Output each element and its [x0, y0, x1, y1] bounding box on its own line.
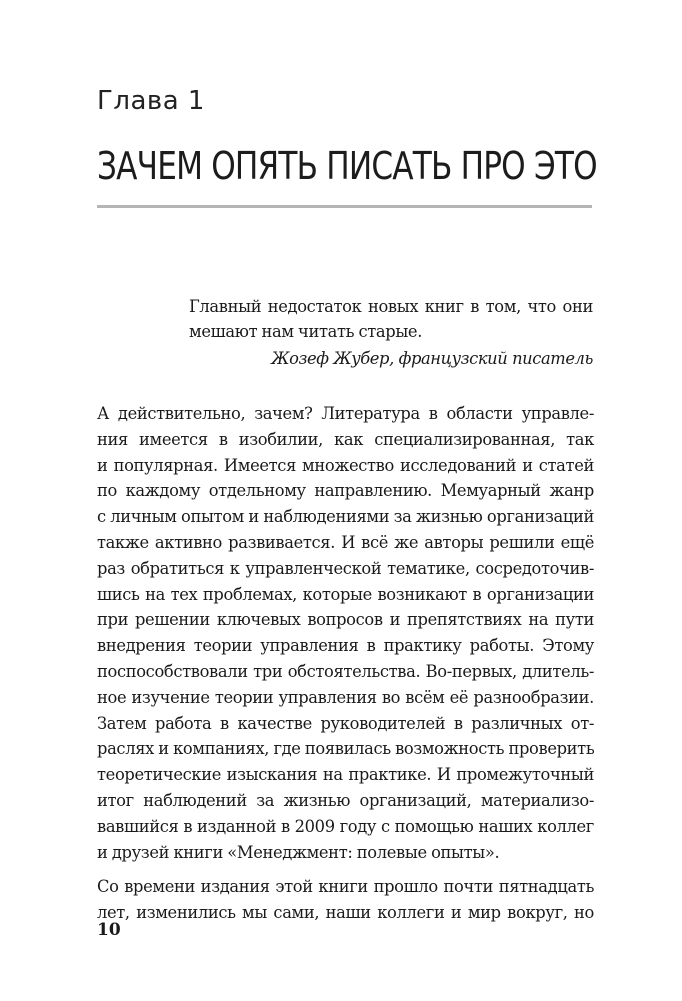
text-line: по каждому отдельному направлению. Мемуарный жанр [97, 481, 594, 501]
text-line: А действительно, зачем? Литература в области управле- [97, 404, 594, 423]
chapter-title: ЗАЧЕМ ОПЯТЬ ПИСАТЬ ПРО ЭТО [97, 144, 597, 188]
text-line: ное изучение теории управления во всём её разнообразии. [97, 687, 594, 707]
text-line: и популярная. Имеется множество исследований и статей [97, 455, 594, 475]
text-line: лет, изменились мы сами, наши коллеги и мир вокруг, но [97, 903, 594, 923]
text-line: Со времени издания этой книги прошло почти пятнадцать [97, 877, 594, 897]
epigraph-line: мешают нам читать старые. [189, 322, 423, 341]
paragraph-1 [97, 401, 594, 865]
epigraph [189, 294, 593, 371]
text-line: Затем работа в качестве руководителей в различных от- [97, 713, 594, 733]
page-number: 10 [97, 920, 121, 940]
text-line: вавшийся в изданной в 2009 году с помощью наших коллег [97, 816, 594, 836]
text-line: раслях и компаниях, где появилась возможность проверить [97, 739, 595, 759]
text-line: раз обратиться к управленческой тематике, сосредоточив- [97, 558, 594, 578]
text-line: при решении ключевых вопросов и препятствиях на пути [97, 610, 594, 630]
epigraph-quote [189, 294, 593, 344]
text-line: теоретические изыскания на практике. И промежуточный [97, 765, 594, 785]
chapter-label: Глава 1 [97, 86, 205, 116]
epigraph-line: Главный недостаток новых книг в том, что они [189, 297, 593, 316]
text-line: итог наблюдений за жизнью организаций, материализо- [97, 790, 594, 810]
paragraph-2 [97, 874, 594, 926]
text-line: и друзей книги «Менеджмент: полевые опыты». [97, 842, 500, 862]
text-line: с личным опытом и наблюдениями за жизнью организаций [97, 507, 594, 527]
title-divider [97, 205, 592, 208]
text-line: ния имеется в изобилии, как специализированная, так [97, 429, 594, 449]
text-line: поспособствовали три обстоятельства. Во-первых, длитель- [97, 661, 594, 681]
epigraph-author: Жозеф Жубер, французский писатель [271, 349, 593, 368]
text-line: также активно развивается. И всё же авторы решили ещё [97, 532, 594, 552]
text-line: шись на тех проблемах, которые возникают в организации [97, 584, 594, 604]
body-text [97, 401, 594, 926]
text-line: внедрения теории управления в практику работы. Этому [97, 636, 594, 656]
